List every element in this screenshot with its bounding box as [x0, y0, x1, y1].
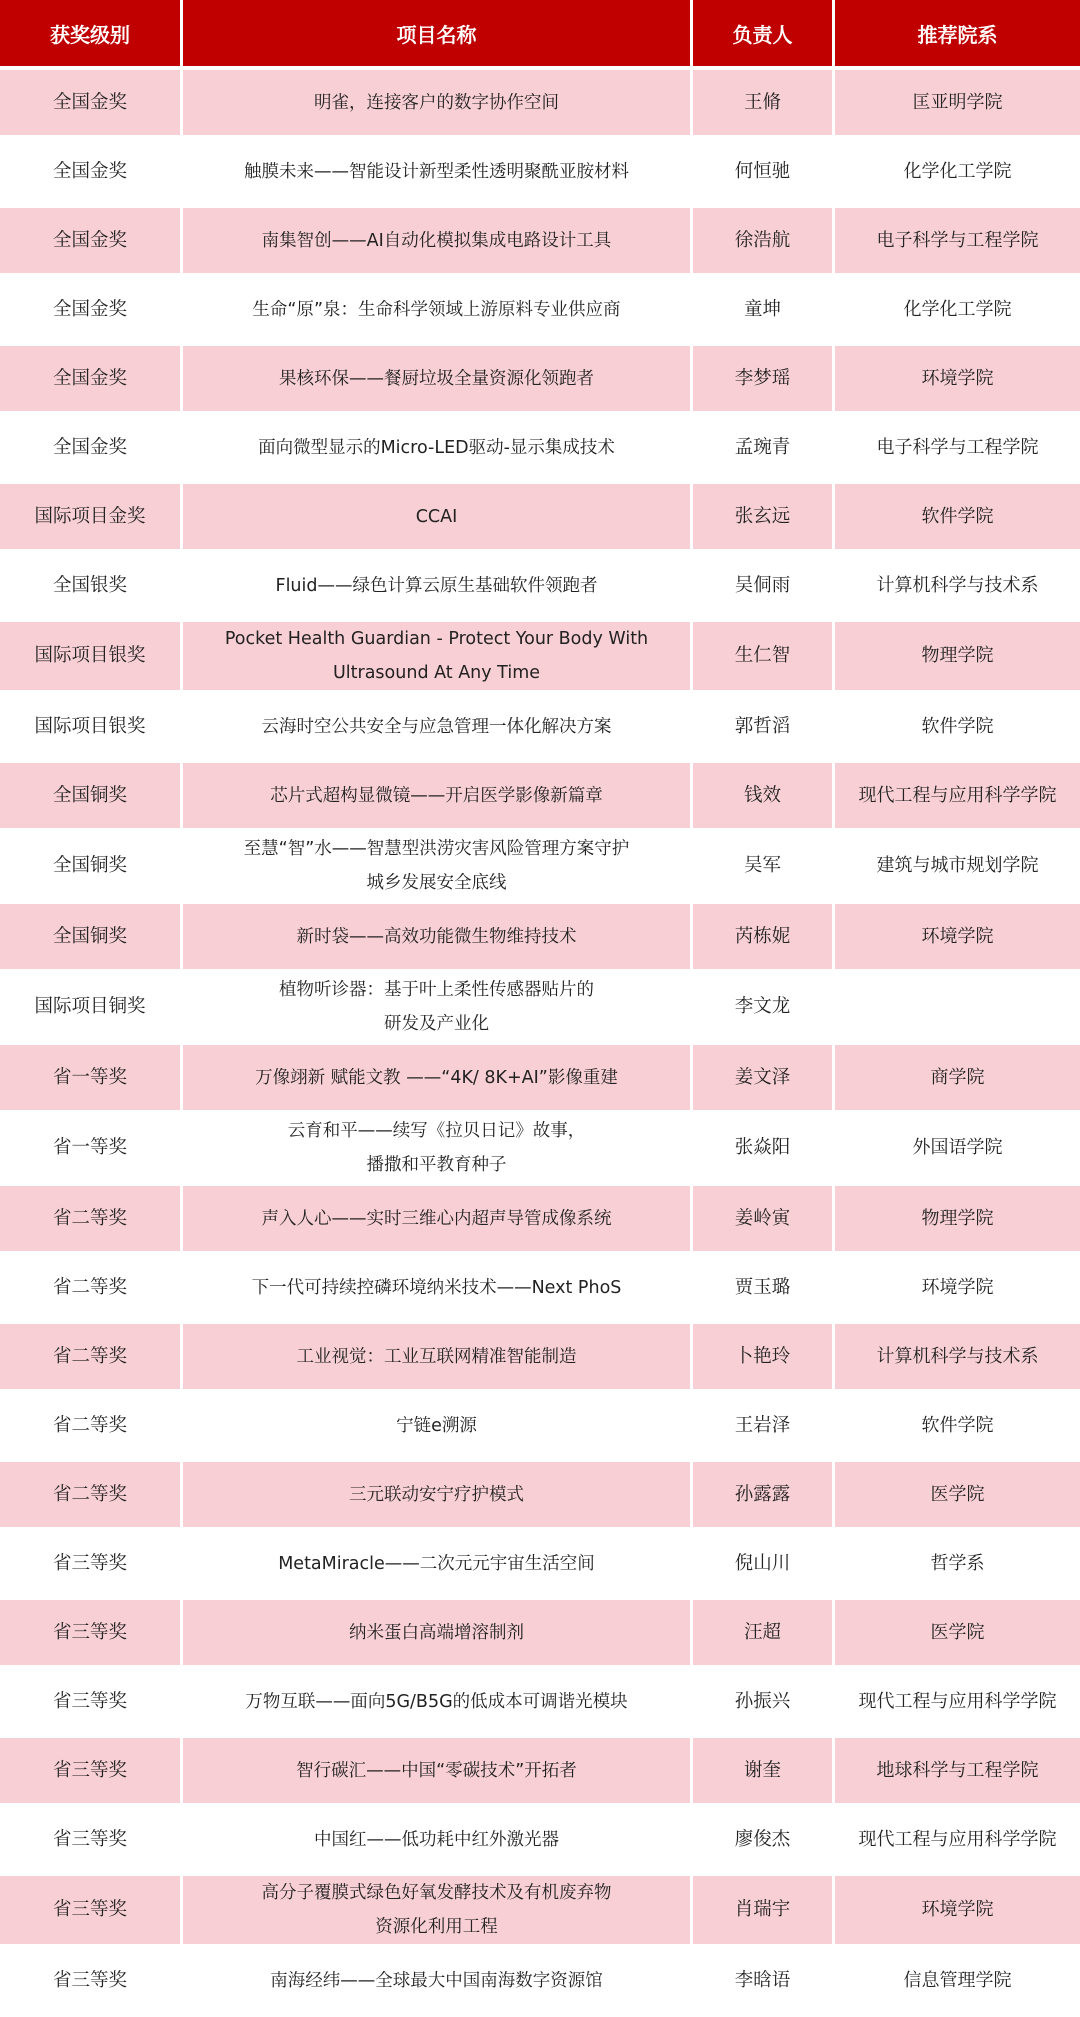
- cell-department: 环境学院: [832, 346, 1080, 411]
- cell-department: 现代工程与应用科学学院: [832, 1807, 1080, 1872]
- cell-leader: 孙振兴: [690, 1669, 832, 1734]
- cell-department: 软件学院: [832, 484, 1080, 549]
- cell-department: 计算机科学与技术系: [832, 1324, 1080, 1389]
- cell-leader: 姜文泽: [690, 1045, 832, 1110]
- cell-project: 万像翊新 赋能文教 ——“4K/ 8K+AI”影像重建: [180, 1045, 690, 1110]
- cell-leader: 吴侗雨: [690, 553, 832, 618]
- cell-project: 云育和平——续写《拉贝日记》故事， 播撒和平教育种子: [180, 1114, 690, 1182]
- table-row: [0, 139, 1080, 204]
- cell-leader: 郭哲滔: [690, 694, 832, 759]
- cell-leader: 廖俊杰: [690, 1807, 832, 1872]
- cell-project: 至慧“智”水——智慧型洪涝灾害风险管理方案守护 城乡发展安全底线: [180, 832, 690, 900]
- cell-leader: 童坤: [690, 277, 832, 342]
- table-row: [0, 1738, 1080, 1803]
- cell-award: 省三等奖: [0, 1531, 180, 1596]
- cell-leader: 李晗语: [690, 1948, 832, 2013]
- table-row: [0, 1807, 1080, 1872]
- table-row: [0, 1186, 1080, 1251]
- table-header: [0, 0, 1080, 66]
- cell-award: 全国银奖: [0, 553, 180, 618]
- cell-award: 全国金奖: [0, 208, 180, 273]
- cell-project: 三元联动安宁疗护模式: [180, 1462, 690, 1527]
- table-row: [0, 1876, 1080, 1944]
- cell-project: 生命“原”泉：生命科学领域上游原料专业供应商: [180, 277, 690, 342]
- cell-award: 全国金奖: [0, 139, 180, 204]
- cell-project: 高分子覆膜式绿色好氧发酵技术及有机废弃物 资源化利用工程: [180, 1876, 690, 1944]
- table-row: [0, 484, 1080, 549]
- cell-leader: 贾玉璐: [690, 1255, 832, 1320]
- cell-project: 声入人心——实时三维心内超声导管成像系统: [180, 1186, 690, 1251]
- cell-leader: 谢奎: [690, 1738, 832, 1803]
- cell-leader: 钱效: [690, 763, 832, 828]
- cell-award: 国际项目金奖: [0, 484, 180, 549]
- cell-award: 省三等奖: [0, 1876, 180, 1944]
- table-row: [0, 1531, 1080, 1596]
- cell-leader: 芮栋妮: [690, 904, 832, 969]
- table-row: [0, 1393, 1080, 1458]
- cell-leader: 王脩: [690, 70, 832, 135]
- cell-leader: 吴军: [690, 832, 832, 900]
- header-department: 推荐院系: [832, 0, 1080, 66]
- cell-project: 云海时空公共安全与应急管理一体化解决方案: [180, 694, 690, 759]
- cell-leader: 卜艳玲: [690, 1324, 832, 1389]
- table-row: [0, 1045, 1080, 1110]
- table-row: [0, 346, 1080, 411]
- cell-award: 省一等奖: [0, 1045, 180, 1110]
- cell-project: 下一代可持续控磷环境纳米技术——Next PhoS: [180, 1255, 690, 1320]
- cell-project: 触膜未来——智能设计新型柔性透明聚酰亚胺材料: [180, 139, 690, 204]
- cell-project: 宁链e溯源: [180, 1393, 690, 1458]
- header-leader: 负责人: [690, 0, 832, 66]
- cell-leader: 徐浩航: [690, 208, 832, 273]
- cell-award: 国际项目银奖: [0, 622, 180, 690]
- cell-project: 新时袋——高效功能微生物维持技术: [180, 904, 690, 969]
- cell-award: 全国金奖: [0, 346, 180, 411]
- table-row: [0, 415, 1080, 480]
- cell-project: 中国红——低功耗中红外激光器: [180, 1807, 690, 1872]
- cell-project: 工业视觉：工业互联网精准智能制造: [180, 1324, 690, 1389]
- cell-award: 省三等奖: [0, 1669, 180, 1734]
- cell-department: 医学院: [832, 1462, 1080, 1527]
- cell-leader: 何恒驰: [690, 139, 832, 204]
- cell-project: 面向微型显示的Micro-LED驱动-显示集成技术: [180, 415, 690, 480]
- cell-department: 化学化工学院: [832, 139, 1080, 204]
- header-project: 项目名称: [180, 0, 690, 66]
- table-row: [0, 1255, 1080, 1320]
- cell-leader: 李梦瑶: [690, 346, 832, 411]
- cell-leader: 生仁智: [690, 622, 832, 690]
- cell-department: 计算机科学与技术系: [832, 553, 1080, 618]
- cell-leader: 李文龙: [690, 973, 832, 1041]
- table-row: [0, 832, 1080, 900]
- cell-project: 南集智创——AI自动化模拟集成电路设计工具: [180, 208, 690, 273]
- cell-leader: 倪山川: [690, 1531, 832, 1596]
- cell-leader: 张玄远: [690, 484, 832, 549]
- table-row: [0, 1600, 1080, 1665]
- cell-award: 省三等奖: [0, 1738, 180, 1803]
- cell-department: 环境学院: [832, 904, 1080, 969]
- cell-leader: 孟琬青: [690, 415, 832, 480]
- cell-award: 全国铜奖: [0, 832, 180, 900]
- cell-award: 省二等奖: [0, 1393, 180, 1458]
- table-row: [0, 70, 1080, 135]
- cell-award: 省三等奖: [0, 1600, 180, 1665]
- cell-department: 软件学院: [832, 694, 1080, 759]
- cell-project: 明雀，连接客户的数字协作空间: [180, 70, 690, 135]
- cell-project: Pocket Health Guardian - Protect Your Body With Ultrasound At Any Time: [180, 622, 690, 690]
- cell-award: 国际项目银奖: [0, 694, 180, 759]
- cell-project: 万物互联——面向5G/B5G的低成本可调谐光模块: [180, 1669, 690, 1734]
- table-body: [0, 70, 1080, 2013]
- cell-leader: 张焱阳: [690, 1114, 832, 1182]
- cell-department: 建筑与城市规划学院: [832, 832, 1080, 900]
- cell-department: 物理学院: [832, 1186, 1080, 1251]
- cell-award: 全国金奖: [0, 277, 180, 342]
- table-row: [0, 208, 1080, 273]
- cell-award: 全国铜奖: [0, 904, 180, 969]
- table-row: [0, 763, 1080, 828]
- cell-department: 化学化工学院: [832, 277, 1080, 342]
- cell-award: 全国金奖: [0, 70, 180, 135]
- cell-leader: 姜岭寅: [690, 1186, 832, 1251]
- cell-award: 省二等奖: [0, 1462, 180, 1527]
- cell-department: 信息管理学院: [832, 1948, 1080, 2013]
- header-row: [0, 0, 1080, 66]
- cell-award: 省二等奖: [0, 1186, 180, 1251]
- cell-department: 现代工程与应用科学学院: [832, 763, 1080, 828]
- cell-project: 果核环保——餐厨垃圾全量资源化领跑者: [180, 346, 690, 411]
- cell-project: MetaMiracle——二次元元宇宙生活空间: [180, 1531, 690, 1596]
- cell-department: 地球科学与工程学院: [832, 1738, 1080, 1803]
- cell-department: 现代工程与应用科学学院: [832, 1669, 1080, 1734]
- cell-department: 外国语学院: [832, 1114, 1080, 1182]
- cell-award: 省二等奖: [0, 1324, 180, 1389]
- cell-project: 芯片式超构显微镜——开启医学影像新篇章: [180, 763, 690, 828]
- cell-leader: 汪超: [690, 1600, 832, 1665]
- cell-department: 环境学院: [832, 1255, 1080, 1320]
- cell-project: Fluid——绿色计算云原生基础软件领跑者: [180, 553, 690, 618]
- cell-project: CCAI: [180, 484, 690, 549]
- cell-project: 纳米蛋白高端增溶制剂: [180, 1600, 690, 1665]
- cell-leader: 孙露露: [690, 1462, 832, 1527]
- cell-department: 环境学院: [832, 1876, 1080, 1944]
- cell-department: [832, 973, 1080, 1041]
- table-row: [0, 973, 1080, 1041]
- cell-department: 商学院: [832, 1045, 1080, 1110]
- cell-department: 匡亚明学院: [832, 70, 1080, 135]
- table-row: [0, 1948, 1080, 2013]
- cell-project: 植物听诊器：基于叶上柔性传感器贴片的 研发及产业化: [180, 973, 690, 1041]
- cell-department: 软件学院: [832, 1393, 1080, 1458]
- table-row: [0, 694, 1080, 759]
- table-row: [0, 277, 1080, 342]
- cell-award: 省三等奖: [0, 1948, 180, 2013]
- table-row: [0, 1324, 1080, 1389]
- cell-award: 全国铜奖: [0, 763, 180, 828]
- cell-leader: 肖瑞宇: [690, 1876, 832, 1944]
- cell-department: 医学院: [832, 1600, 1080, 1665]
- table-row: [0, 1462, 1080, 1527]
- cell-award: 国际项目铜奖: [0, 973, 180, 1041]
- cell-department: 哲学系: [832, 1531, 1080, 1596]
- table-row: [0, 1669, 1080, 1734]
- cell-department: 电子科学与工程学院: [832, 208, 1080, 273]
- table-row: [0, 904, 1080, 969]
- cell-award: 全国金奖: [0, 415, 180, 480]
- cell-award: 省三等奖: [0, 1807, 180, 1872]
- table-row: [0, 1114, 1080, 1182]
- header-award: 获奖级别: [0, 0, 180, 66]
- table-row: [0, 553, 1080, 618]
- cell-department: 物理学院: [832, 622, 1080, 690]
- cell-project: 南海经纬——全球最大中国南海数字资源馆: [180, 1948, 690, 2013]
- table-row: [0, 622, 1080, 690]
- cell-award: 省二等奖: [0, 1255, 180, 1320]
- cell-department: 电子科学与工程学院: [832, 415, 1080, 480]
- cell-leader: 王岩泽: [690, 1393, 832, 1458]
- cell-project: 智行碳汇——中国“零碳技术”开拓者: [180, 1738, 690, 1803]
- cell-award: 省一等奖: [0, 1114, 180, 1182]
